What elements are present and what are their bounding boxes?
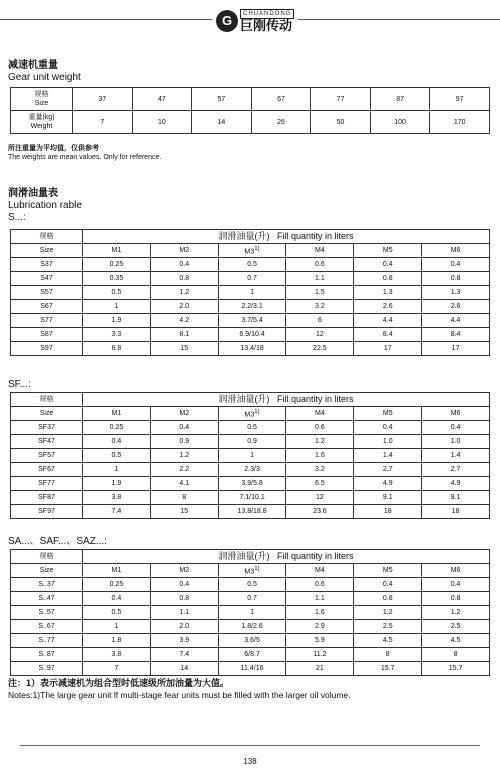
mounting-position-header: M2 xyxy=(150,564,218,578)
table-cell: 2.7 xyxy=(354,463,422,477)
table-cell: S..97 xyxy=(11,662,83,676)
size-cell: 57 xyxy=(192,88,252,111)
weight-cell: 10 xyxy=(132,111,192,134)
table-cell: 0.8 xyxy=(150,592,218,606)
mounting-position-header: M3$^{1)}$ xyxy=(218,407,286,421)
table-cell: 9.1 xyxy=(422,491,490,505)
fill-quantity-header: 润滑油量(升) Fill quantity in liters xyxy=(83,550,490,564)
table-cell: 6.8 xyxy=(83,342,151,356)
table-cell: 15 xyxy=(150,505,218,519)
table-cell: 0.4 xyxy=(354,421,422,435)
table-cell: 0.5 xyxy=(83,606,151,620)
table-cell: 0.4 xyxy=(422,578,490,592)
mounting-position-header: M1 xyxy=(83,407,151,421)
table-row xyxy=(11,88,490,111)
table-cell: 2.9 xyxy=(286,620,354,634)
table-cell: 2.7 xyxy=(422,463,490,477)
table-cell: 17 xyxy=(422,342,490,356)
table-cell: 0.4 xyxy=(422,258,490,272)
table-cell: 1.2 xyxy=(354,606,422,620)
table-cell: 0.4 xyxy=(83,592,151,606)
table-cell: 1 xyxy=(83,463,151,477)
table-cell: 1.9 xyxy=(83,314,151,328)
mounting-position-header: M4 xyxy=(286,564,354,578)
gear-weight-title-en: Gear unit weight xyxy=(8,72,81,83)
table-cell: 0.6 xyxy=(286,578,354,592)
table-cell: 6.5 xyxy=(286,477,354,491)
table-cell: 1.6 xyxy=(286,606,354,620)
brand-cn: 巨刚传动 xyxy=(240,18,293,33)
page-header xyxy=(0,0,500,40)
lubrication-title-cn: 润滑油量表 xyxy=(8,188,58,199)
table-cell: S47 xyxy=(11,272,83,286)
table-cell: 18 xyxy=(354,505,422,519)
table-cell: 5.9 xyxy=(286,634,354,648)
table-cell: 3.9/5.8 xyxy=(218,477,286,491)
table-cell: SF67 xyxy=(11,463,83,477)
mounting-position-header: M5 xyxy=(354,407,422,421)
size-cell: 67 xyxy=(251,88,311,111)
table-cell: 0.5 xyxy=(83,286,151,300)
table-cell: 0.4 xyxy=(83,435,151,449)
table-cell: 0.5 xyxy=(218,578,286,592)
table-row xyxy=(11,662,490,676)
table-cell: 9.1 xyxy=(354,491,422,505)
table-row xyxy=(11,435,490,449)
table-row xyxy=(11,328,490,342)
table-cell: SF77 xyxy=(11,477,83,491)
table-cell: S..77 xyxy=(11,634,83,648)
table-cell: 8.1 xyxy=(150,328,218,342)
table-cell: 4.4 xyxy=(354,314,422,328)
table-cell: 1.1 xyxy=(286,592,354,606)
table-cell: 1 xyxy=(83,620,151,634)
table-cell: 2.0 xyxy=(150,620,218,634)
table-cell: 0.9 xyxy=(150,435,218,449)
mounting-position-header: M6 xyxy=(422,564,490,578)
table-cell: 12 xyxy=(286,491,354,505)
table-cell: 2.3/3 xyxy=(218,463,286,477)
table-cell: 0.7 xyxy=(218,592,286,606)
table-cell: 0.8 xyxy=(354,272,422,286)
table-cell: 6 xyxy=(286,314,354,328)
weight-cell: 14 xyxy=(192,111,252,134)
table-cell: 2.2/3.1 xyxy=(218,300,286,314)
table-cell: 1.3 xyxy=(354,286,422,300)
table-cell: 1.4 xyxy=(422,449,490,463)
spec-header: 规格 xyxy=(11,550,83,564)
table-cell: S77 xyxy=(11,314,83,328)
table-cell: 2.5 xyxy=(354,620,422,634)
table-cell: 4.9 xyxy=(354,477,422,491)
mounting-position-header: M5 xyxy=(354,244,422,258)
table-cell: 1.6 xyxy=(286,449,354,463)
spec-header: 规格 xyxy=(11,393,83,407)
table-cell: 1.5 xyxy=(286,286,354,300)
table-cell: 1.9 xyxy=(83,477,151,491)
table-cell: 0.4 xyxy=(354,578,422,592)
gear-weight-title xyxy=(8,60,81,84)
table-cell: 1.2 xyxy=(422,606,490,620)
mounting-position-header: M1 xyxy=(83,564,151,578)
table-cell: SF37 xyxy=(11,421,83,435)
table-cell: 2.0 xyxy=(150,300,218,314)
table-row xyxy=(11,258,490,272)
table-row xyxy=(11,620,490,634)
table-cell: 7 xyxy=(83,662,151,676)
table-cell: 17 xyxy=(354,342,422,356)
table-cell: 1.1 xyxy=(150,606,218,620)
table-row xyxy=(11,463,490,477)
lubrication-title-en: Lubrication rable xyxy=(8,200,82,211)
weight-cell: 7 xyxy=(73,111,133,134)
table-cell: 1.8 xyxy=(83,634,151,648)
table-cell: 2.5 xyxy=(422,620,490,634)
lubrication-title xyxy=(8,188,82,224)
sa-lubrication-table xyxy=(10,549,490,676)
table-row xyxy=(11,300,490,314)
sa-series-label: SA...、SAF...、SAZ...: xyxy=(8,536,107,547)
gear-weight-title-cn: 减速机重量 xyxy=(8,60,58,71)
table-cell: 8.4 xyxy=(354,328,422,342)
size-cell: 77 xyxy=(311,88,371,111)
brand-en: CHUANDONG xyxy=(240,9,294,19)
table-cell: 6.9/10.4 xyxy=(218,328,286,342)
table-cell: 0.8 xyxy=(354,592,422,606)
table-cell: 0.9 xyxy=(218,435,286,449)
mounting-position-header: M6 xyxy=(422,407,490,421)
table-header-row xyxy=(11,244,490,258)
size-cell: 47 xyxy=(132,88,192,111)
table-cell: 3.2 xyxy=(286,300,354,314)
table-cell: 0.25 xyxy=(83,578,151,592)
table-cell: 3.7/5.4 xyxy=(218,314,286,328)
table-cell: 23.6 xyxy=(286,505,354,519)
size-label-cell: 规格 Size xyxy=(11,88,73,111)
table-row xyxy=(11,634,490,648)
table-cell: 0.5 xyxy=(218,421,286,435)
fill-quantity-header: 润滑油量(升) Fill quantity in liters xyxy=(83,230,490,244)
table-cell: 0.5 xyxy=(83,449,151,463)
table-header-row xyxy=(11,407,490,421)
table-row xyxy=(11,111,490,134)
gear-weight-table xyxy=(10,87,490,134)
table-cell: 0.4 xyxy=(150,421,218,435)
table-cell: 22.5 xyxy=(286,342,354,356)
table-cell: 1.3 xyxy=(422,286,490,300)
table-cell: 1.0 xyxy=(422,435,490,449)
table-cell: S37 xyxy=(11,258,83,272)
fill-quantity-header: 润滑油量(升) Fill quantity in liters xyxy=(83,393,490,407)
table-cell: 8 xyxy=(150,491,218,505)
mounting-position-header: M3$^{1)}$ xyxy=(218,564,286,578)
table-row xyxy=(11,342,490,356)
note-en: Notes:1)The large gear unit lf multi-stage fear units must be filled with the larger oil volume. xyxy=(8,690,351,700)
table-row xyxy=(11,449,490,463)
table-cell: 0.4 xyxy=(150,258,218,272)
table-cell: 2.2 xyxy=(150,463,218,477)
table-cell: SF87 xyxy=(11,491,83,505)
table-cell: S87 xyxy=(11,328,83,342)
table-cell: 0.8 xyxy=(422,272,490,286)
mounting-position-header: M5 xyxy=(354,564,422,578)
weight-note xyxy=(8,144,161,162)
table-row xyxy=(11,272,490,286)
table-cell: 13.8/18.8 xyxy=(218,505,286,519)
mounting-position-header: M2 xyxy=(150,244,218,258)
table-cell: 4.4 xyxy=(422,314,490,328)
table-cell: 12 xyxy=(286,328,354,342)
size-cell: 37 xyxy=(73,88,133,111)
size-header: Size xyxy=(11,564,83,578)
table-cell: 1.1 xyxy=(286,272,354,286)
mounting-position-header: M1 xyxy=(83,244,151,258)
weight-cell: 50 xyxy=(311,111,371,134)
table-cell: 0.4 xyxy=(150,578,218,592)
table-row xyxy=(11,578,490,592)
footer-rule xyxy=(20,745,480,746)
table-cell: 0.35 xyxy=(83,272,151,286)
table-cell: 3.8 xyxy=(83,648,151,662)
table-row xyxy=(11,606,490,620)
table-cell: 8 xyxy=(354,648,422,662)
table-cell: 0.8 xyxy=(150,272,218,286)
table-cell: 1.0 xyxy=(354,435,422,449)
table-cell: S..57 xyxy=(11,606,83,620)
table-cell: 1 xyxy=(218,449,286,463)
table-cell: S..37 xyxy=(11,578,83,592)
table-cell: 8.4 xyxy=(422,328,490,342)
table-cell: 15.7 xyxy=(354,662,422,676)
table-row xyxy=(11,421,490,435)
table-cell: 8 xyxy=(422,648,490,662)
table-cell: 4.9 xyxy=(422,477,490,491)
table-header-row xyxy=(11,393,490,407)
table-cell: 7.4 xyxy=(150,648,218,662)
weight-cell: 26 xyxy=(251,111,311,134)
table-cell: 4.1 xyxy=(150,477,218,491)
sf-lubrication-table xyxy=(10,392,490,519)
table-row xyxy=(11,592,490,606)
table-cell: 0.4 xyxy=(354,258,422,272)
page-number: 138 xyxy=(243,757,257,766)
table-row xyxy=(11,477,490,491)
sf-series-label: SF...: xyxy=(8,379,31,390)
table-row xyxy=(11,314,490,328)
weight-cell: 170 xyxy=(430,111,490,134)
table-cell: 3.8 xyxy=(83,491,151,505)
table-cell: 4.2 xyxy=(150,314,218,328)
table-cell: S..87 xyxy=(11,648,83,662)
s-series-label: S...: xyxy=(8,212,26,223)
table-cell: 0.6 xyxy=(286,258,354,272)
table-cell: 15.7 xyxy=(422,662,490,676)
table-cell: 0.25 xyxy=(83,421,151,435)
weight-label-cell: 重量(kg) Weight xyxy=(11,111,73,134)
table-cell: 11.2 xyxy=(286,648,354,662)
logo-mark-icon: G xyxy=(216,10,238,32)
table-cell: 3.3 xyxy=(83,328,151,342)
table-cell: 4.5 xyxy=(354,634,422,648)
table-cell: 21 xyxy=(286,662,354,676)
mounting-position-header: M3$^{1)}$ xyxy=(218,244,286,258)
table-cell: SF47 xyxy=(11,435,83,449)
table-row xyxy=(11,491,490,505)
table-cell: 7.1/10.1 xyxy=(218,491,286,505)
table-cell: 1.2 xyxy=(286,435,354,449)
table-cell: 1.2 xyxy=(150,449,218,463)
mounting-position-header: M2 xyxy=(150,407,218,421)
table-cell: 4.5 xyxy=(422,634,490,648)
table-cell: 3.6/5 xyxy=(218,634,286,648)
table-cell: 0.7 xyxy=(218,272,286,286)
table-cell: SF97 xyxy=(11,505,83,519)
table-cell: 3.2 xyxy=(286,463,354,477)
table-cell: 0.8 xyxy=(422,592,490,606)
mounting-position-header: M6 xyxy=(422,244,490,258)
table-cell: 1 xyxy=(83,300,151,314)
table-row xyxy=(11,286,490,300)
table-cell: 0.6 xyxy=(286,421,354,435)
table-cell: 11.4/16 xyxy=(218,662,286,676)
table-header-row xyxy=(11,550,490,564)
table-cell: 13.4/18 xyxy=(218,342,286,356)
table-cell: 1.8/2.6 xyxy=(218,620,286,634)
table-row xyxy=(11,505,490,519)
table-cell: 7.4 xyxy=(83,505,151,519)
table-cell: 0.25 xyxy=(83,258,151,272)
table-cell: 0.5 xyxy=(218,258,286,272)
size-header: Size xyxy=(11,244,83,258)
table-cell: 1.4 xyxy=(354,449,422,463)
table-cell: S97 xyxy=(11,342,83,356)
table-cell: S67 xyxy=(11,300,83,314)
table-cell: 6/8.7 xyxy=(218,648,286,662)
mounting-position-header: M4 xyxy=(286,244,354,258)
weight-note-cn: 所注重量为平均值，仅供参考 xyxy=(8,145,99,152)
table-cell: 3.9 xyxy=(150,634,218,648)
weight-cell: 100 xyxy=(370,111,430,134)
table-cell: 2.6 xyxy=(354,300,422,314)
mounting-position-header: M4 xyxy=(286,407,354,421)
table-cell: 1.2 xyxy=(150,286,218,300)
size-cell: 87 xyxy=(370,88,430,111)
table-cell: 1 xyxy=(218,606,286,620)
table-cell: SF57 xyxy=(11,449,83,463)
size-cell: 97 xyxy=(430,88,490,111)
table-cell: 0.4 xyxy=(422,421,490,435)
logo-text xyxy=(240,9,294,33)
table-cell: S..67 xyxy=(11,620,83,634)
size-header: Size xyxy=(11,407,83,421)
table-cell: 18 xyxy=(422,505,490,519)
table-cell: 2.6 xyxy=(422,300,490,314)
table-cell: 1 xyxy=(218,286,286,300)
table-cell: S57 xyxy=(11,286,83,300)
table-row xyxy=(11,648,490,662)
spec-header: 规格 xyxy=(11,230,83,244)
table-cell: 14 xyxy=(150,662,218,676)
note-cn: 注：1）表示减速机为组合型时低速级所加油量为大值。 xyxy=(8,678,230,688)
table-header-row xyxy=(11,230,490,244)
weight-note-en: The weights are mean values. Only for reference. xyxy=(8,154,162,161)
brand-logo xyxy=(212,9,298,33)
table-cell: 15 xyxy=(150,342,218,356)
s-lubrication-table xyxy=(10,229,490,356)
table-cell: S..47 xyxy=(11,592,83,606)
table-header-row xyxy=(11,564,490,578)
